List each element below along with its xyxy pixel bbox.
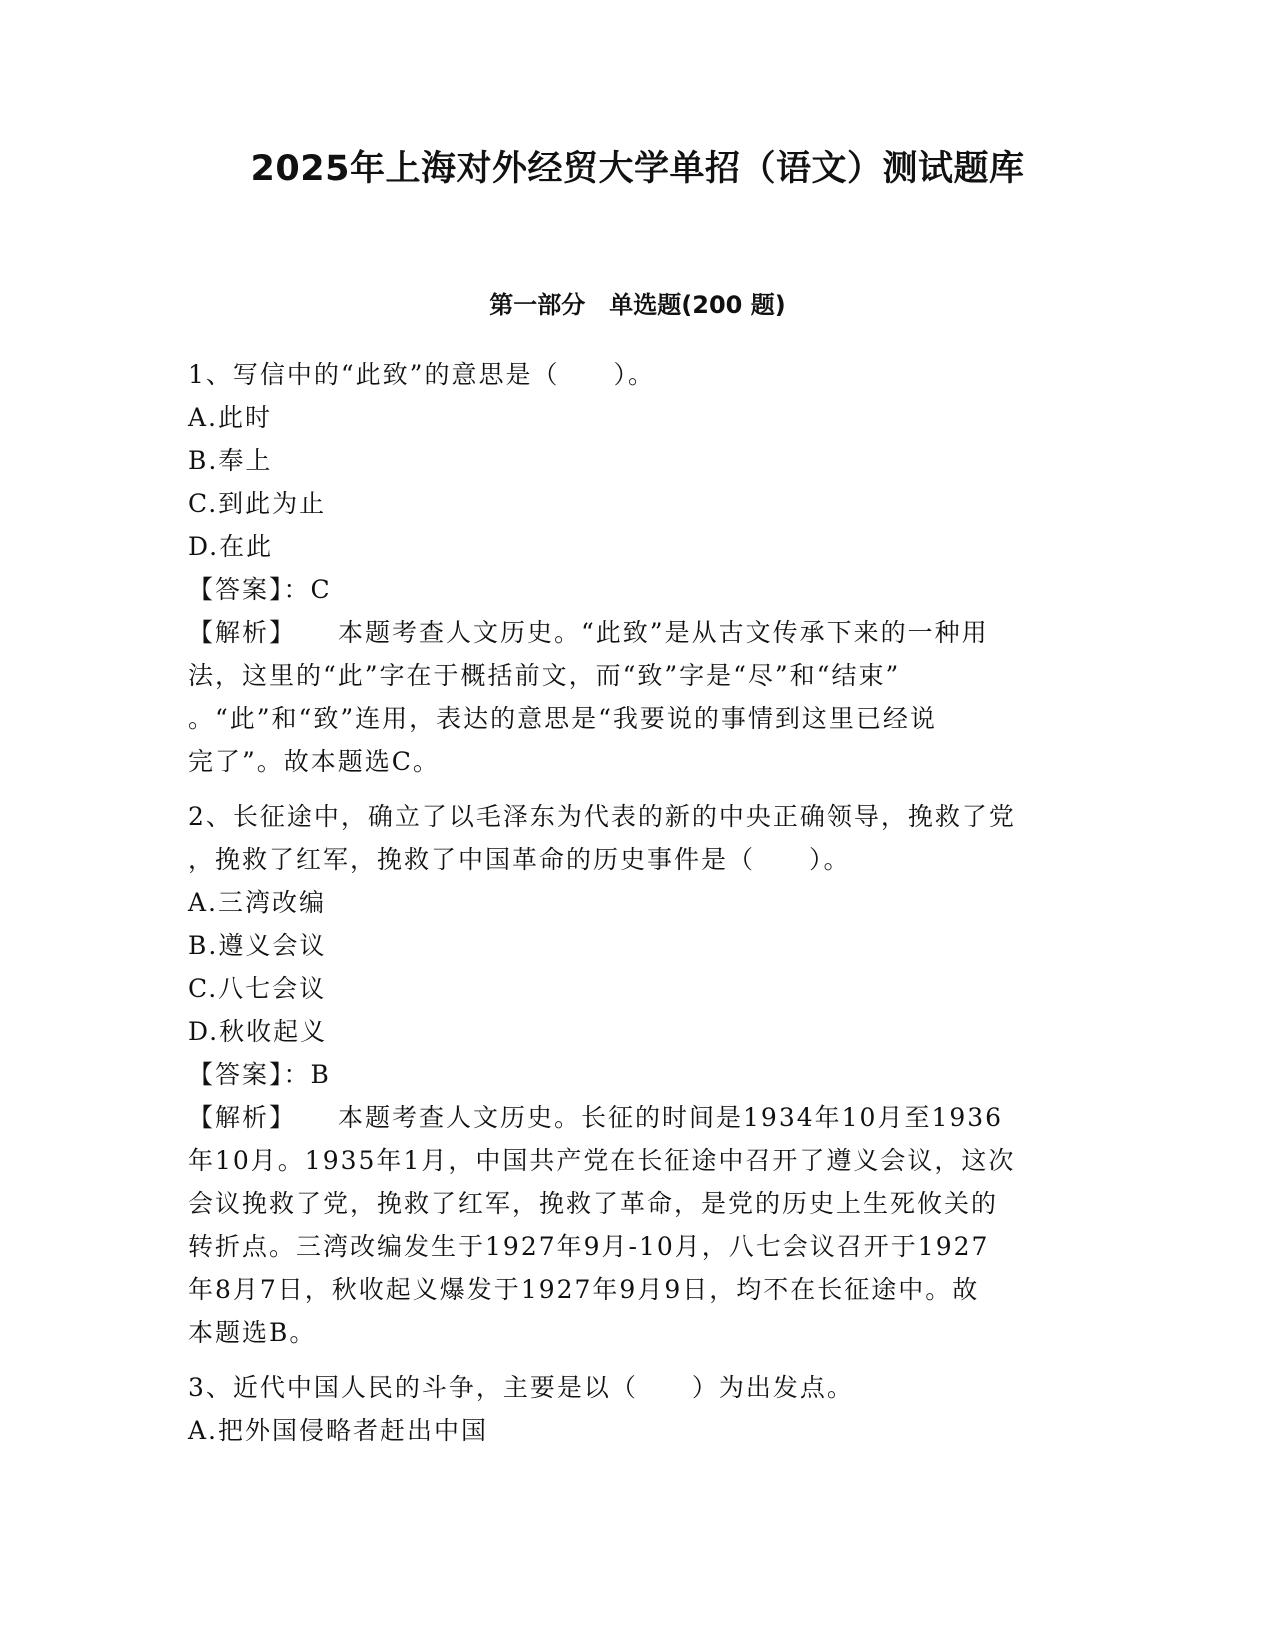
- option-c: C.八七会议: [188, 974, 327, 1003]
- option-c: C.到此为止: [188, 489, 327, 518]
- analysis-line: [188, 611, 1083, 654]
- section-heading: 第一部分 单选题(200 题): [489, 291, 786, 319]
- option-d: D.在此: [188, 532, 274, 561]
- question-stem: ，挽救了红军，挽救了中国革命的历史事件是（ ）。: [188, 845, 851, 874]
- analysis-text: 本题选B。: [188, 1318, 317, 1347]
- option-a: A.把外国侵略者赶出中国: [188, 1416, 489, 1445]
- analysis-text: 本题考查人文历史。长征的时间是1934年10月至1936: [338, 1103, 1004, 1132]
- answer-label: 【答案】：: [188, 1060, 311, 1089]
- question-1: [188, 353, 1083, 783]
- answer-value: B: [310, 1060, 331, 1089]
- option-b: B.奉上: [188, 446, 273, 475]
- answer-value: C: [310, 575, 332, 604]
- analysis-text: 法，这里的“此”字在于概括前文，而“致”字是“尽”和“结束”: [188, 661, 901, 690]
- analysis-text: 转折点。三湾改编发生于1927年9月-10月，八七会议召开于1927: [188, 1232, 990, 1261]
- option-d: D.秋收起义: [188, 1017, 328, 1046]
- answer-line: [188, 1053, 1083, 1096]
- option-a: A.此时: [188, 403, 273, 432]
- question-stem: 3、近代中国人民的斗争，主要是以（ ）为出发点。: [188, 1373, 854, 1402]
- option-a: A.三湾改编: [188, 888, 327, 917]
- analysis-text: 。“此”和“致”连用，表达的意思是“我要说的事情到这里已经说: [188, 704, 937, 733]
- analysis-text: 本题考查人文历史。“此致”是从古文传承下来的一种用: [338, 618, 989, 647]
- analysis-text: 会议挽救了党，挽救了红军，挽救了革命，是党的历史上生死攸关的: [188, 1189, 999, 1218]
- document-title: 2025年上海对外经贸大学单招（语文）测试题库: [250, 149, 1025, 189]
- answer-label: 【答案】：: [188, 575, 311, 604]
- question-stem: 2、长征途中，确立了以毛泽东为代表的新的中央正确领导，挽救了党: [188, 802, 1016, 831]
- analysis-label: 【解析】: [188, 1103, 297, 1132]
- answer-line: [188, 568, 1083, 611]
- question-3: [188, 1366, 1083, 1452]
- question-stem: 1、写信中的“此致”的意思是（ ）。: [188, 360, 655, 389]
- analysis-text: 完了”。故本题选C。: [188, 747, 440, 776]
- option-b: B.遵义会议: [188, 931, 327, 960]
- analysis-line: [188, 1096, 1083, 1139]
- question-list: [188, 353, 1083, 1452]
- analysis-text: 年8月7日，秋收起义爆发于1927年9月9日，均不在长征途中。故: [188, 1275, 980, 1304]
- analysis-text: 年10月。1935年1月，中国共产党在长征途中召开了遵义会议，这次: [188, 1146, 1016, 1175]
- analysis-label: 【解析】: [188, 618, 297, 647]
- question-2: [188, 795, 1083, 1354]
